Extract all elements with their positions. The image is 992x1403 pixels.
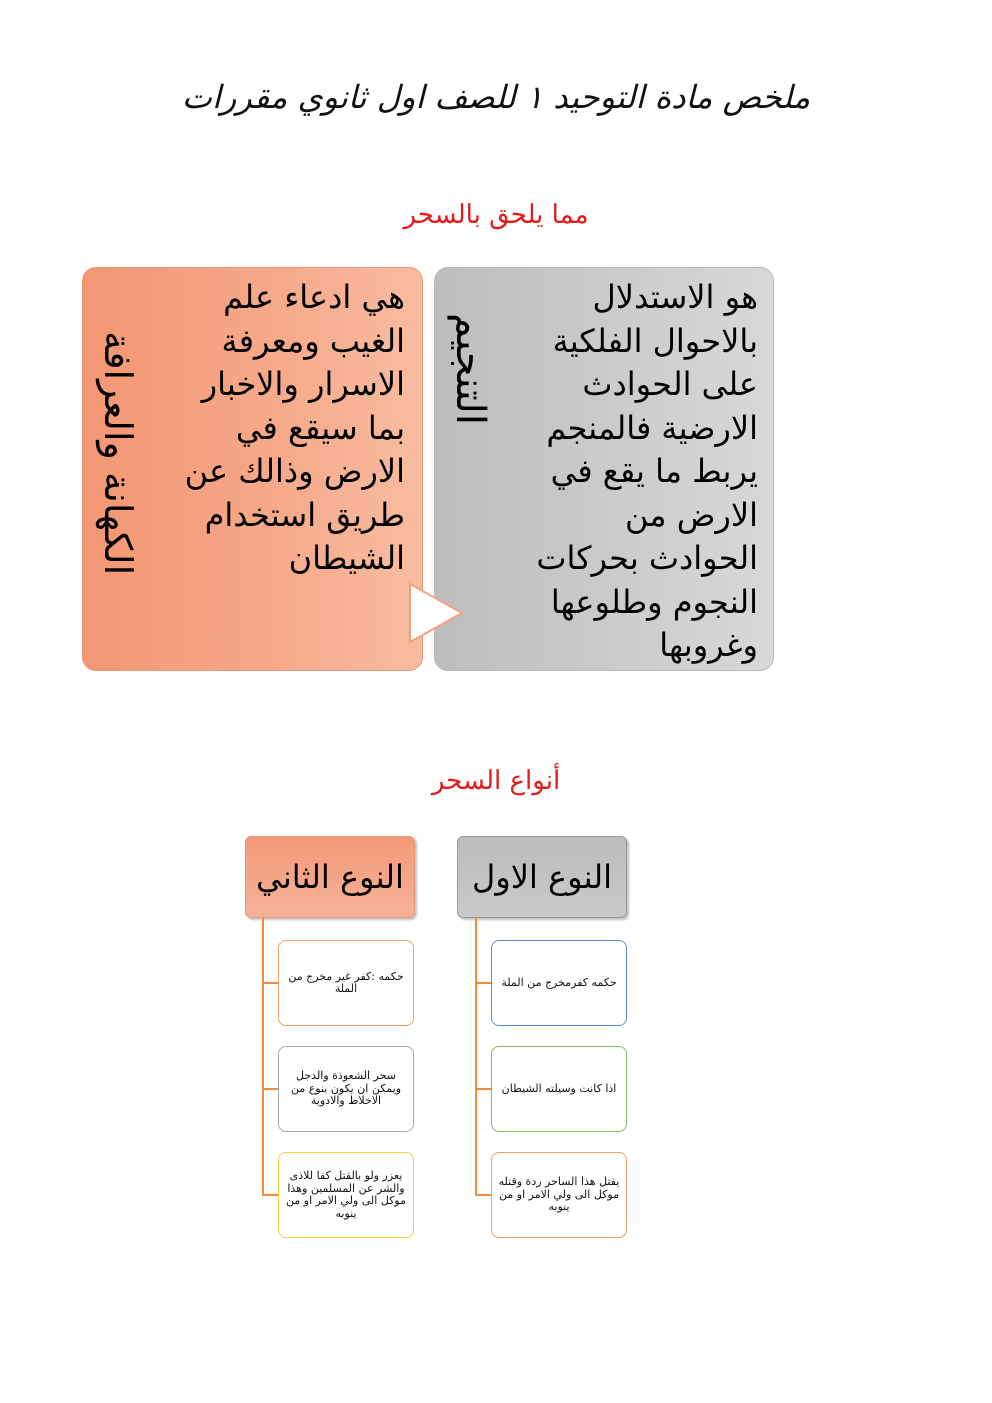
tree-branch <box>262 1194 278 1196</box>
tree-branch <box>262 1088 278 1090</box>
tree-line-second <box>262 918 264 1196</box>
panel-astrology-label: التنجيم <box>447 313 493 425</box>
type-second-item-punishment: يعزر ولو بالقتل كفا للاذى والشر عن المسلمين وهذا موكل الى ولي الامر او من ينوبه <box>278 1152 414 1238</box>
panel-arrow-icon <box>408 582 466 644</box>
section-heading-types-of-magic: أنواع السحر <box>431 766 561 796</box>
type-first-header: النوع الاول <box>457 836 627 918</box>
tree-branch <box>475 1194 491 1196</box>
type-first-item-ruling: حكمه كفرمخرج من الملة <box>491 940 627 1026</box>
section-heading-related-to-magic: مما يلحق بالسحر <box>403 200 589 230</box>
tree-branch <box>475 982 491 984</box>
type-first-item-punishment: يقتل هذا الساحر ردة وقتله موكل الى ولي الامر او من ينوبه <box>491 1152 627 1238</box>
tree-branch <box>262 982 278 984</box>
tree-branch <box>475 1088 491 1090</box>
type-second-header: النوع الثاني <box>245 836 415 918</box>
type-second-item-means: سحر الشعوذة والدجل ويمكن ان يكون بنوع من الاخلاط والادوية <box>278 1046 414 1132</box>
panel-divination-label: الكهانة والعرافة <box>96 330 140 575</box>
type-first-item-means: اذا كانت وسيلته الشيطان <box>491 1046 627 1132</box>
page-title: ملخص مادة التوحيد ١ للصف اول ثانوي مقررات <box>181 78 811 116</box>
tree-line-first <box>475 918 477 1196</box>
panel-astrology-text: هو الاستدلال بالاحوال الفلكية على الحوادث الارضية فالمنجم يربط ما يقع في الارض من الحوادث بحركات النجوم وطلوعها وغروبها <box>536 278 758 664</box>
panel-divination-text: هي ادعاء علم الغيب ومعرفة الاسرار والاخبار بما سيقع في الارض وذالك عن طريق استخدام الشيطان <box>184 278 405 577</box>
type-second-item-ruling: حكمه :كفر غير مخرج من الملة <box>278 940 414 1026</box>
